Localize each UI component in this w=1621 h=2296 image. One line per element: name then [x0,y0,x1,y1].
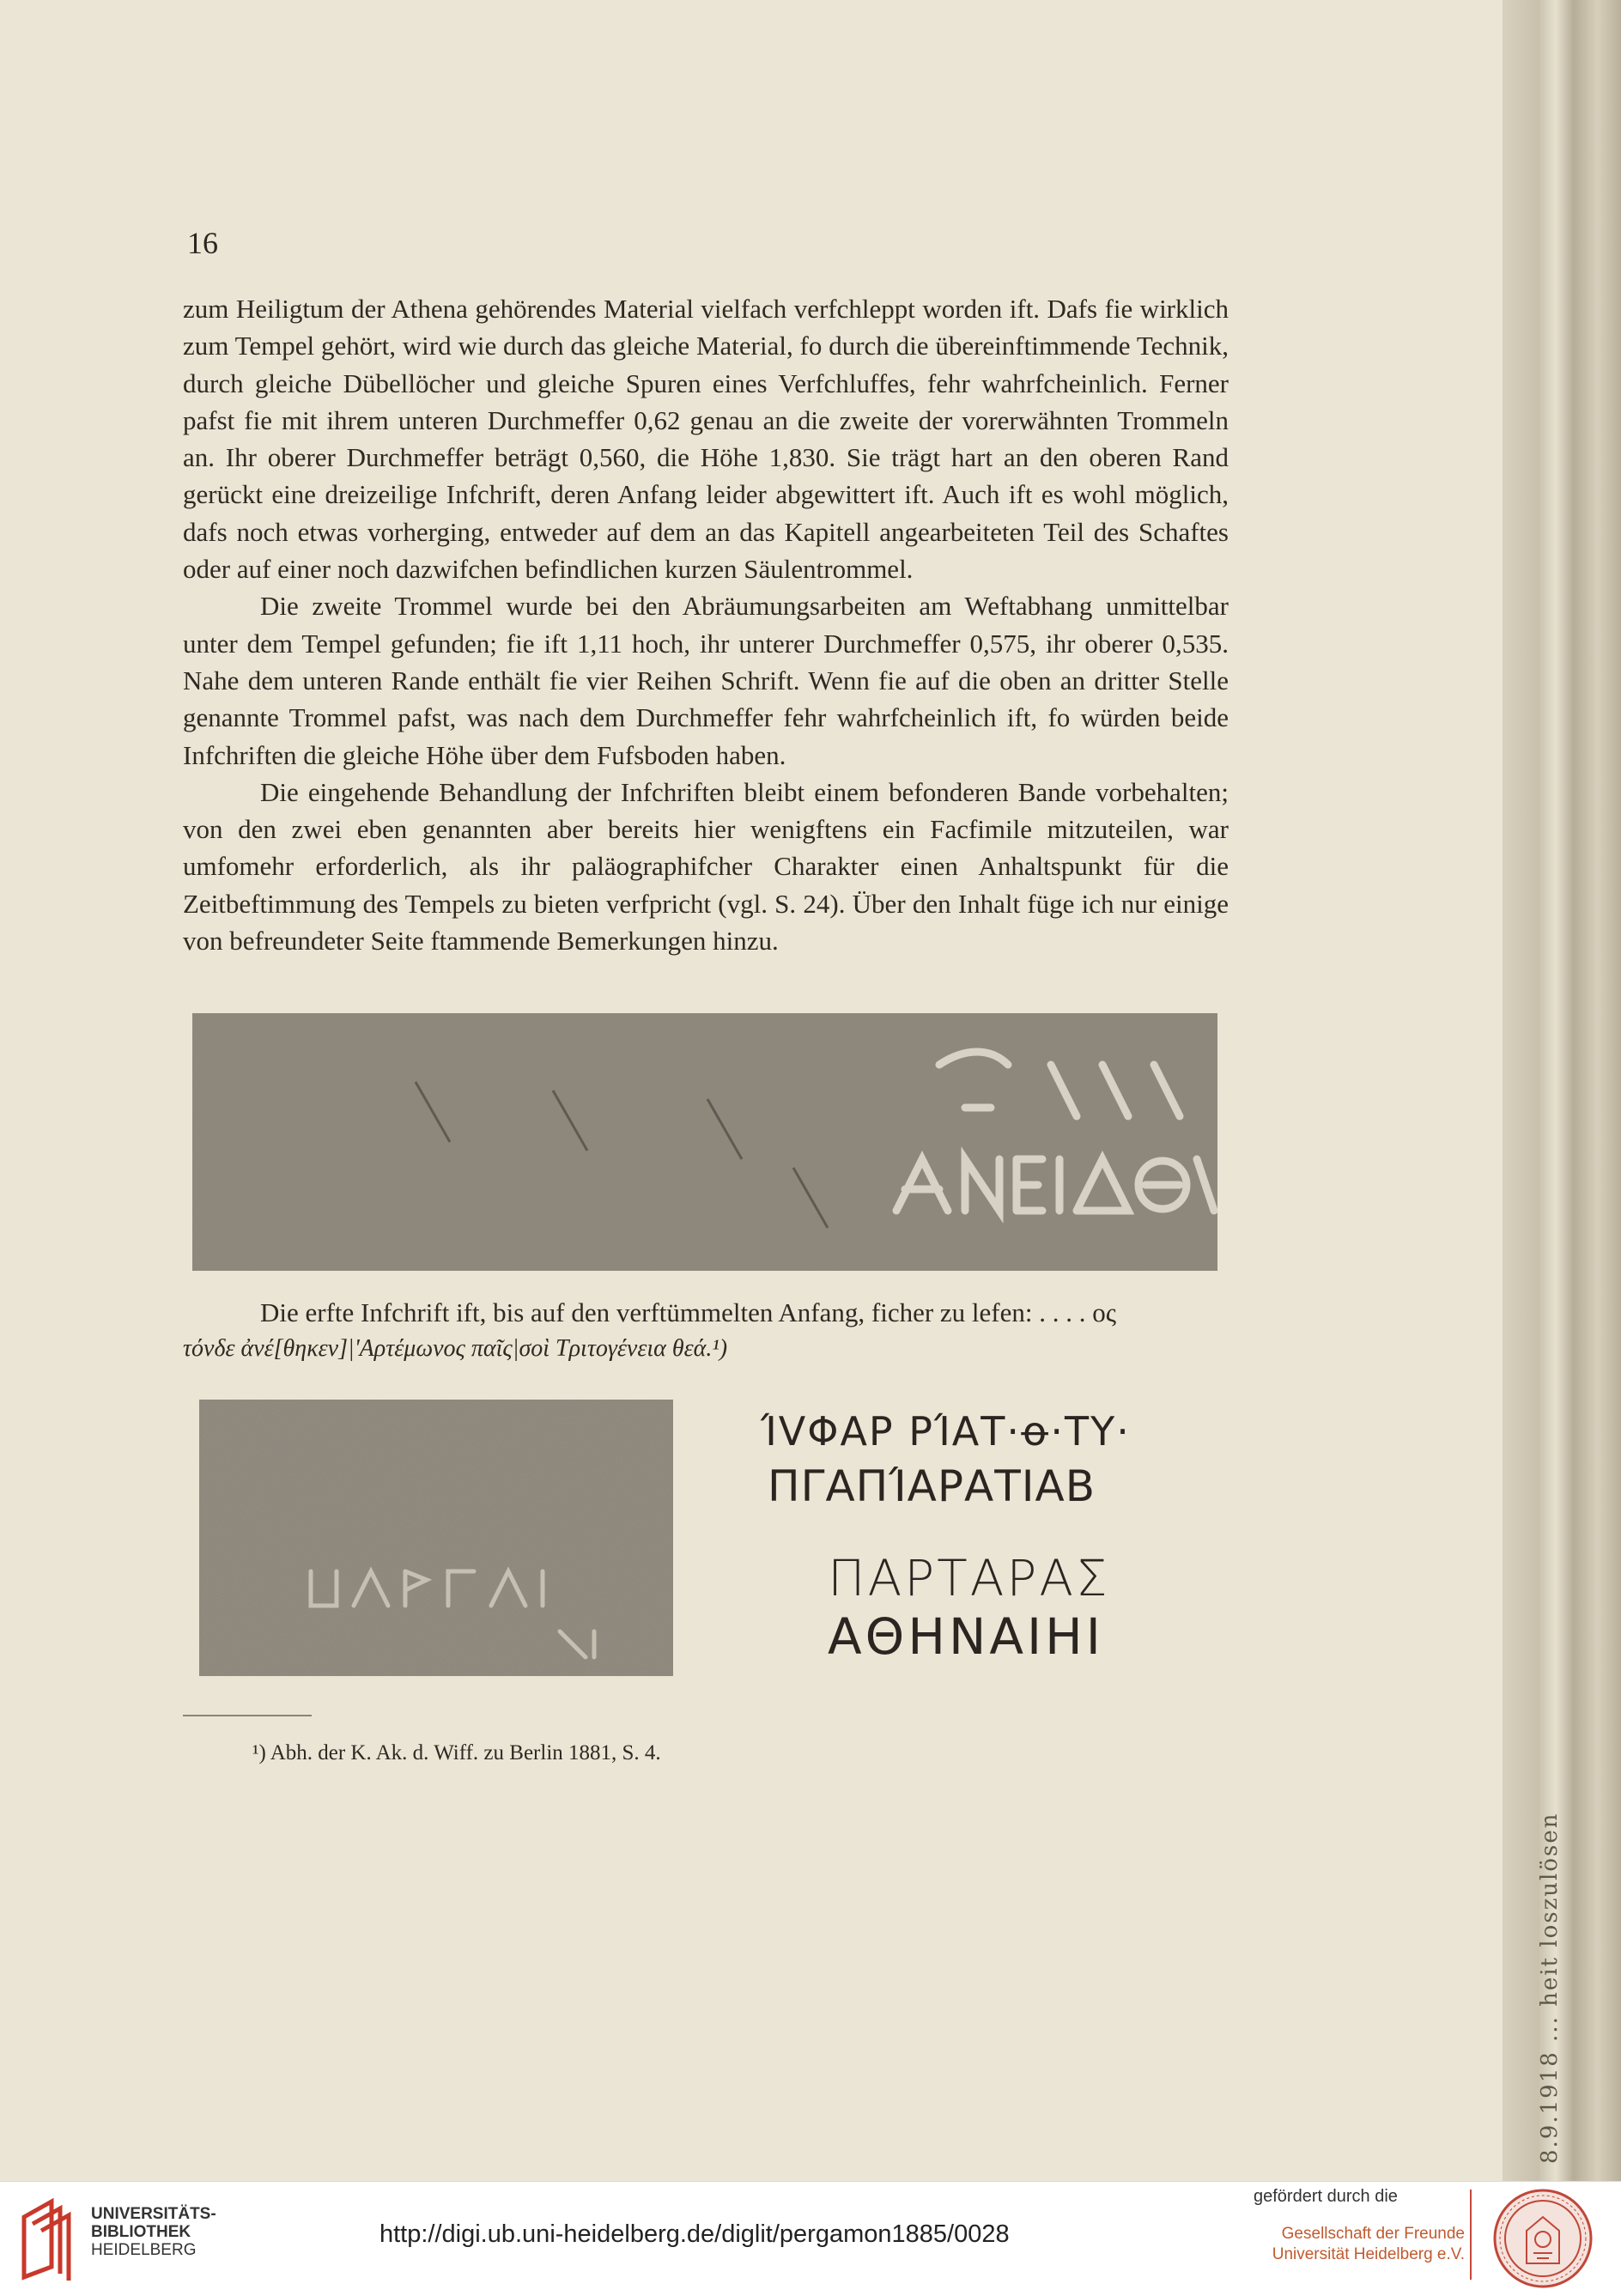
sponsor-label: gefördert durch die [1254,2187,1398,2206]
sponsor-divider [1470,2190,1472,2280]
permalink-url[interactable]: http://digi.ub.uni-heidelberg.de/diglit/pergamon1885/0028 [379,2220,1010,2248]
library-name[interactable] [91,2205,216,2259]
footnote-rule [183,1715,312,1716]
library-name-line-2: BIBLIOTHEK [91,2223,191,2241]
university-seal-icon[interactable] [1492,2188,1594,2289]
body-text [183,290,1229,959]
sponsor-name-line-2: Universität Heidelberg e.V. [1272,2245,1465,2263]
figure-caption [183,1295,1229,1367]
page-number: 16 [187,226,218,260]
book-spine-text: 8.9.1918 ... heit loszulösen [1537,1812,1563,2164]
paragraph-1: zum Heiligtum der Athena gehörendes Material vielfach verfchleppt worden ift. Dafs fie wirklich zum Tempel gehört, wird wie durch das gleiche Material, fo durch die übereinftimmende Technik, durch gleiche Dübellöcher und gleiche Spuren eines Verfchluffes, fehr wahrfcheinlich. Ferner pafst fie mit ihrem unteren Durchmeffer 0,62 genau an die zweite der vorerwähnten Trommeln an. Ihr oberer Durchmeffer beträgt 0,560, die Höhe 1,830. Sie trägt hart an den oberen Rand gerückt eine dreizeilige Infchrift, deren Anfang leider abgewittert ift. Auch ift es wohl möglich, dafs noch etwas vorherging, entweder auf dem an das Kapitell angearbeiteten Teil des Schaftes oder auf einer noch dazwifchen befindlichen kurzen Säulentrommel. [183,294,1229,585]
caption-greek-text: τόνδε ἀνέ[θηκεν]|'Αρτέμωνος παῖς|σοὶ Τριτογένεια θεά.¹) [183,1335,728,1362]
facsimile-line-4: ΑΘΗΝΑΙΗΙ [828,1607,1104,1666]
paragraph-2: Die zweite Trommel wurde bei den Abräumungsarbeiten am Weftabhang unmittelbar unter dem Tempel gefunden; fie ift 1,11 hoch, ihr unterer Durchmeffer 0,575, ihr oberer 0,535. Nahe dem unteren Rande enthält fie vier Reihen Schrift. Wenn fie auf die oben an dritter Stelle genannte Trommel pafst, was nach dem Durchmeffer fehr wahrfcheinlich ift, fo würden beide Infchriften die gleiche Höhe über dem Fufsboden haben. [183,591,1229,770]
sponsor-name[interactable] [1262,2224,1465,2265]
inscription-photo-1 [192,1013,1217,1271]
inscription-facsimile [756,1408,1236,1674]
facsimile-line-2: ΠΓΑΠΊΑΡΑΤΙΑΒ [768,1461,1096,1511]
library-name-line-1: UNIVERSITÄTS- [91,2205,216,2223]
facsimile-line-3: ΠΑΡΤΑΡΑΣ [828,1549,1110,1607]
sponsor-name-line-1: Gesellschaft der Freunde [1281,2225,1465,2243]
inscription-photo-2 [199,1400,673,1676]
university-library-logo-icon[interactable] [17,2191,77,2286]
facsimile-line-1: ΊVΦAΡ ΡΊAΤ·ꝋ·ΤΥ· [761,1408,1131,1455]
caption-line-1: Die erfte Infchrift ift, bis auf den verftümmelten Anfang, ficher zu lefen: . . . . ος [260,1297,1117,1327]
library-name-line-3: HEIDELBERG [91,2241,197,2259]
footnote: ¹) Abh. der K. Ak. d. Wiff. zu Berlin 1881, S. 4. [252,1741,661,1765]
paragraph-3: Die eingehende Behandlung der Infchriften bleibt einem befonderen Bande vorbehalten; von den zwei eben genannten aber bereits hier wenigftens ein Facfimile mitzuteilen, war umfomehr erforderlich, als ihr paläographifcher Charakter einen Anhaltspunkt für die Zeitbeftimmung des Tempels zu bieten verfpricht (vgl. S. 24). Über den Inhalt füge ich nur einige von befreundeter Seite ftammende Bemerkungen hinzu. [183,776,1229,957]
